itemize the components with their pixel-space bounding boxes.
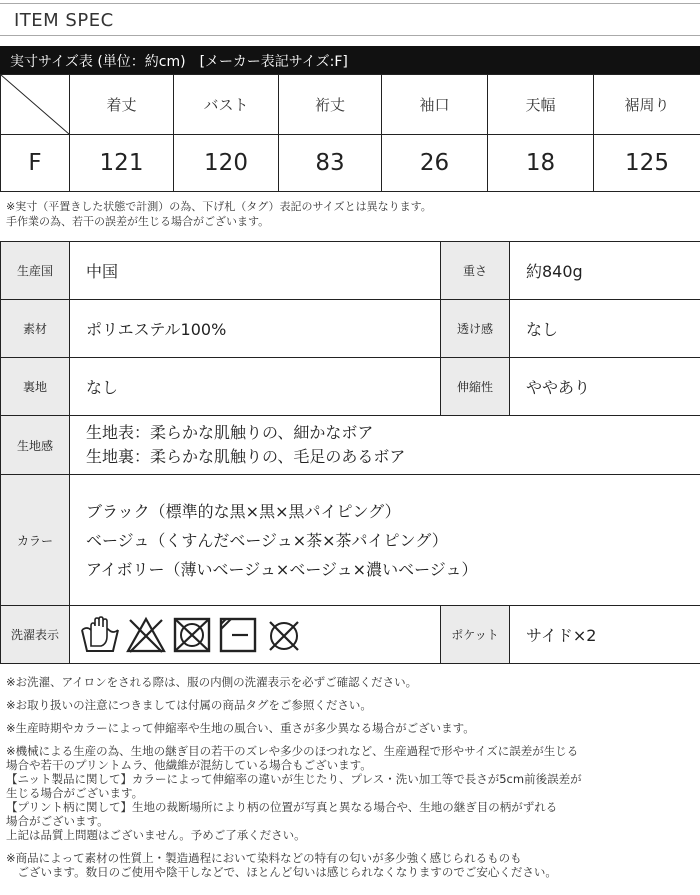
texture-line: 生地表：柔らかな肌触りの、細かなボア (86, 423, 374, 442)
column-header: 天幅 (488, 75, 594, 135)
column-header: 着丈 (70, 75, 174, 135)
lining-value: なし (70, 358, 441, 416)
sheer-label: 透け感 (441, 300, 510, 358)
note-line: 【ニット製品に関して】カラーによって伸縮率の違いが生じたり、プレス・洗い加工等で長さが5cm前後誤差が (6, 772, 582, 786)
table-row (1, 475, 700, 606)
spec-table (0, 241, 700, 664)
weight-label: 重さ (441, 242, 510, 300)
size-table-caption: 実寸サイズ表 (単位：約cm) [メーカー表記サイズ:F] (0, 46, 700, 74)
column-header: 袖口 (382, 75, 488, 135)
line-dry-shade-icon (218, 616, 258, 654)
size-table (0, 74, 700, 192)
sheer-value: なし (510, 300, 700, 358)
note-line: 場合や若干のプリントムラ、他繊維が混紡している場合もございます。 (6, 758, 372, 772)
origin-value: 中国 (70, 242, 441, 300)
origin-label: 生産国 (1, 242, 70, 300)
color-line: ブラック（標準的な黒×黒×黒パイピング） (86, 501, 401, 521)
weight-value: 約840g (510, 242, 700, 300)
care-icons (70, 606, 441, 664)
item-spec-header (0, 3, 700, 36)
note-line: 【プリント柄に関して】生地の裁断場所により柄の位置が写真と異なる場合や、生地の継ぎ目の柄がずれる (6, 800, 558, 814)
table-row (1, 300, 700, 358)
note-line: ※お取り扱いの注意につきましては付属の商品タグをご参照ください。 (6, 698, 372, 712)
note-line: ※お洗濯、アイロンをされる際は、服の内側の洗濯表示を必ずご確認ください。 (6, 675, 418, 689)
column-header: 裄丈 (279, 75, 382, 135)
table-row (1, 606, 700, 664)
size-value: 120 (174, 135, 279, 192)
column-header: 裾周り (594, 75, 700, 135)
note-line: ございます。数日のご使用や陰干しなどで、ほとんど匂いは感じられなくなりますのでご安心ください。 (6, 865, 557, 879)
size-value: 83 (279, 135, 382, 192)
no-tumble-dry-icon (172, 616, 212, 654)
care-notes (6, 675, 696, 879)
note-line: ※生産時期やカラーによって伸縮率や生地の風合い、重さが多少異なる場合がございます。 (6, 721, 475, 735)
size-value: 26 (382, 135, 488, 192)
page-title: ITEM SPEC (14, 10, 114, 31)
care-label: 洗濯表示 (1, 606, 70, 664)
size-notes (6, 199, 432, 229)
lining-label: 裏地 (1, 358, 70, 416)
size-value: 121 (70, 135, 174, 192)
note-line: 上記は品質上問題はございません。予めご了承ください。 (6, 828, 306, 842)
stretch-label: 伸縮性 (441, 358, 510, 416)
table-row (1, 416, 700, 475)
size-note: ※実寸（平置きした状態で計測）の為、下げ札（タグ）表記のサイズとは異なります。 (6, 200, 432, 213)
texture-value (70, 416, 700, 475)
color-line: ベージュ（くすんだベージュ×茶×茶パイピング） (86, 530, 448, 550)
color-label: カラー (1, 475, 70, 606)
size-label: F (1, 135, 70, 192)
note-line: ※機械による生産の為、生地の継ぎ目の若干のズレや多少のほつれなど、生産過程で形やサイズに誤差が生じる (6, 744, 579, 758)
note-line: 場合がございます。 (6, 814, 109, 828)
no-bleach-icon (126, 616, 166, 654)
table-row (1, 358, 700, 416)
size-value: 125 (594, 135, 700, 192)
material-label: 素材 (1, 300, 70, 358)
size-value: 18 (488, 135, 594, 192)
table-row (1, 135, 700, 192)
color-value (70, 475, 700, 606)
color-line: アイボリー（薄いベージュ×ベージュ×濃いベージュ） (86, 559, 478, 579)
no-dry-clean-icon (264, 616, 304, 654)
column-header: バスト (174, 75, 279, 135)
texture-label: 生地感 (1, 416, 70, 475)
stretch-value: ややあり (510, 358, 700, 416)
note-line: 生じる場合がございます。 (6, 786, 144, 800)
hand-wash-icon (80, 616, 120, 654)
texture-line: 生地裏：柔らかな肌触りの、毛足のあるボア (86, 447, 406, 466)
size-note: 手作業の為、若干の誤差が生じる場合がございます。 (6, 215, 270, 228)
pocket-value: サイド×2 (510, 606, 700, 664)
table-row (1, 242, 700, 300)
pocket-label: ポケット (441, 606, 510, 664)
corner-cell (1, 75, 70, 135)
note-line: ※商品によって素材の性質上・製造過程において染料などの特有の匂いが多少強く感じられるものも (6, 851, 522, 865)
material-value: ポリエステル100% (70, 300, 441, 358)
